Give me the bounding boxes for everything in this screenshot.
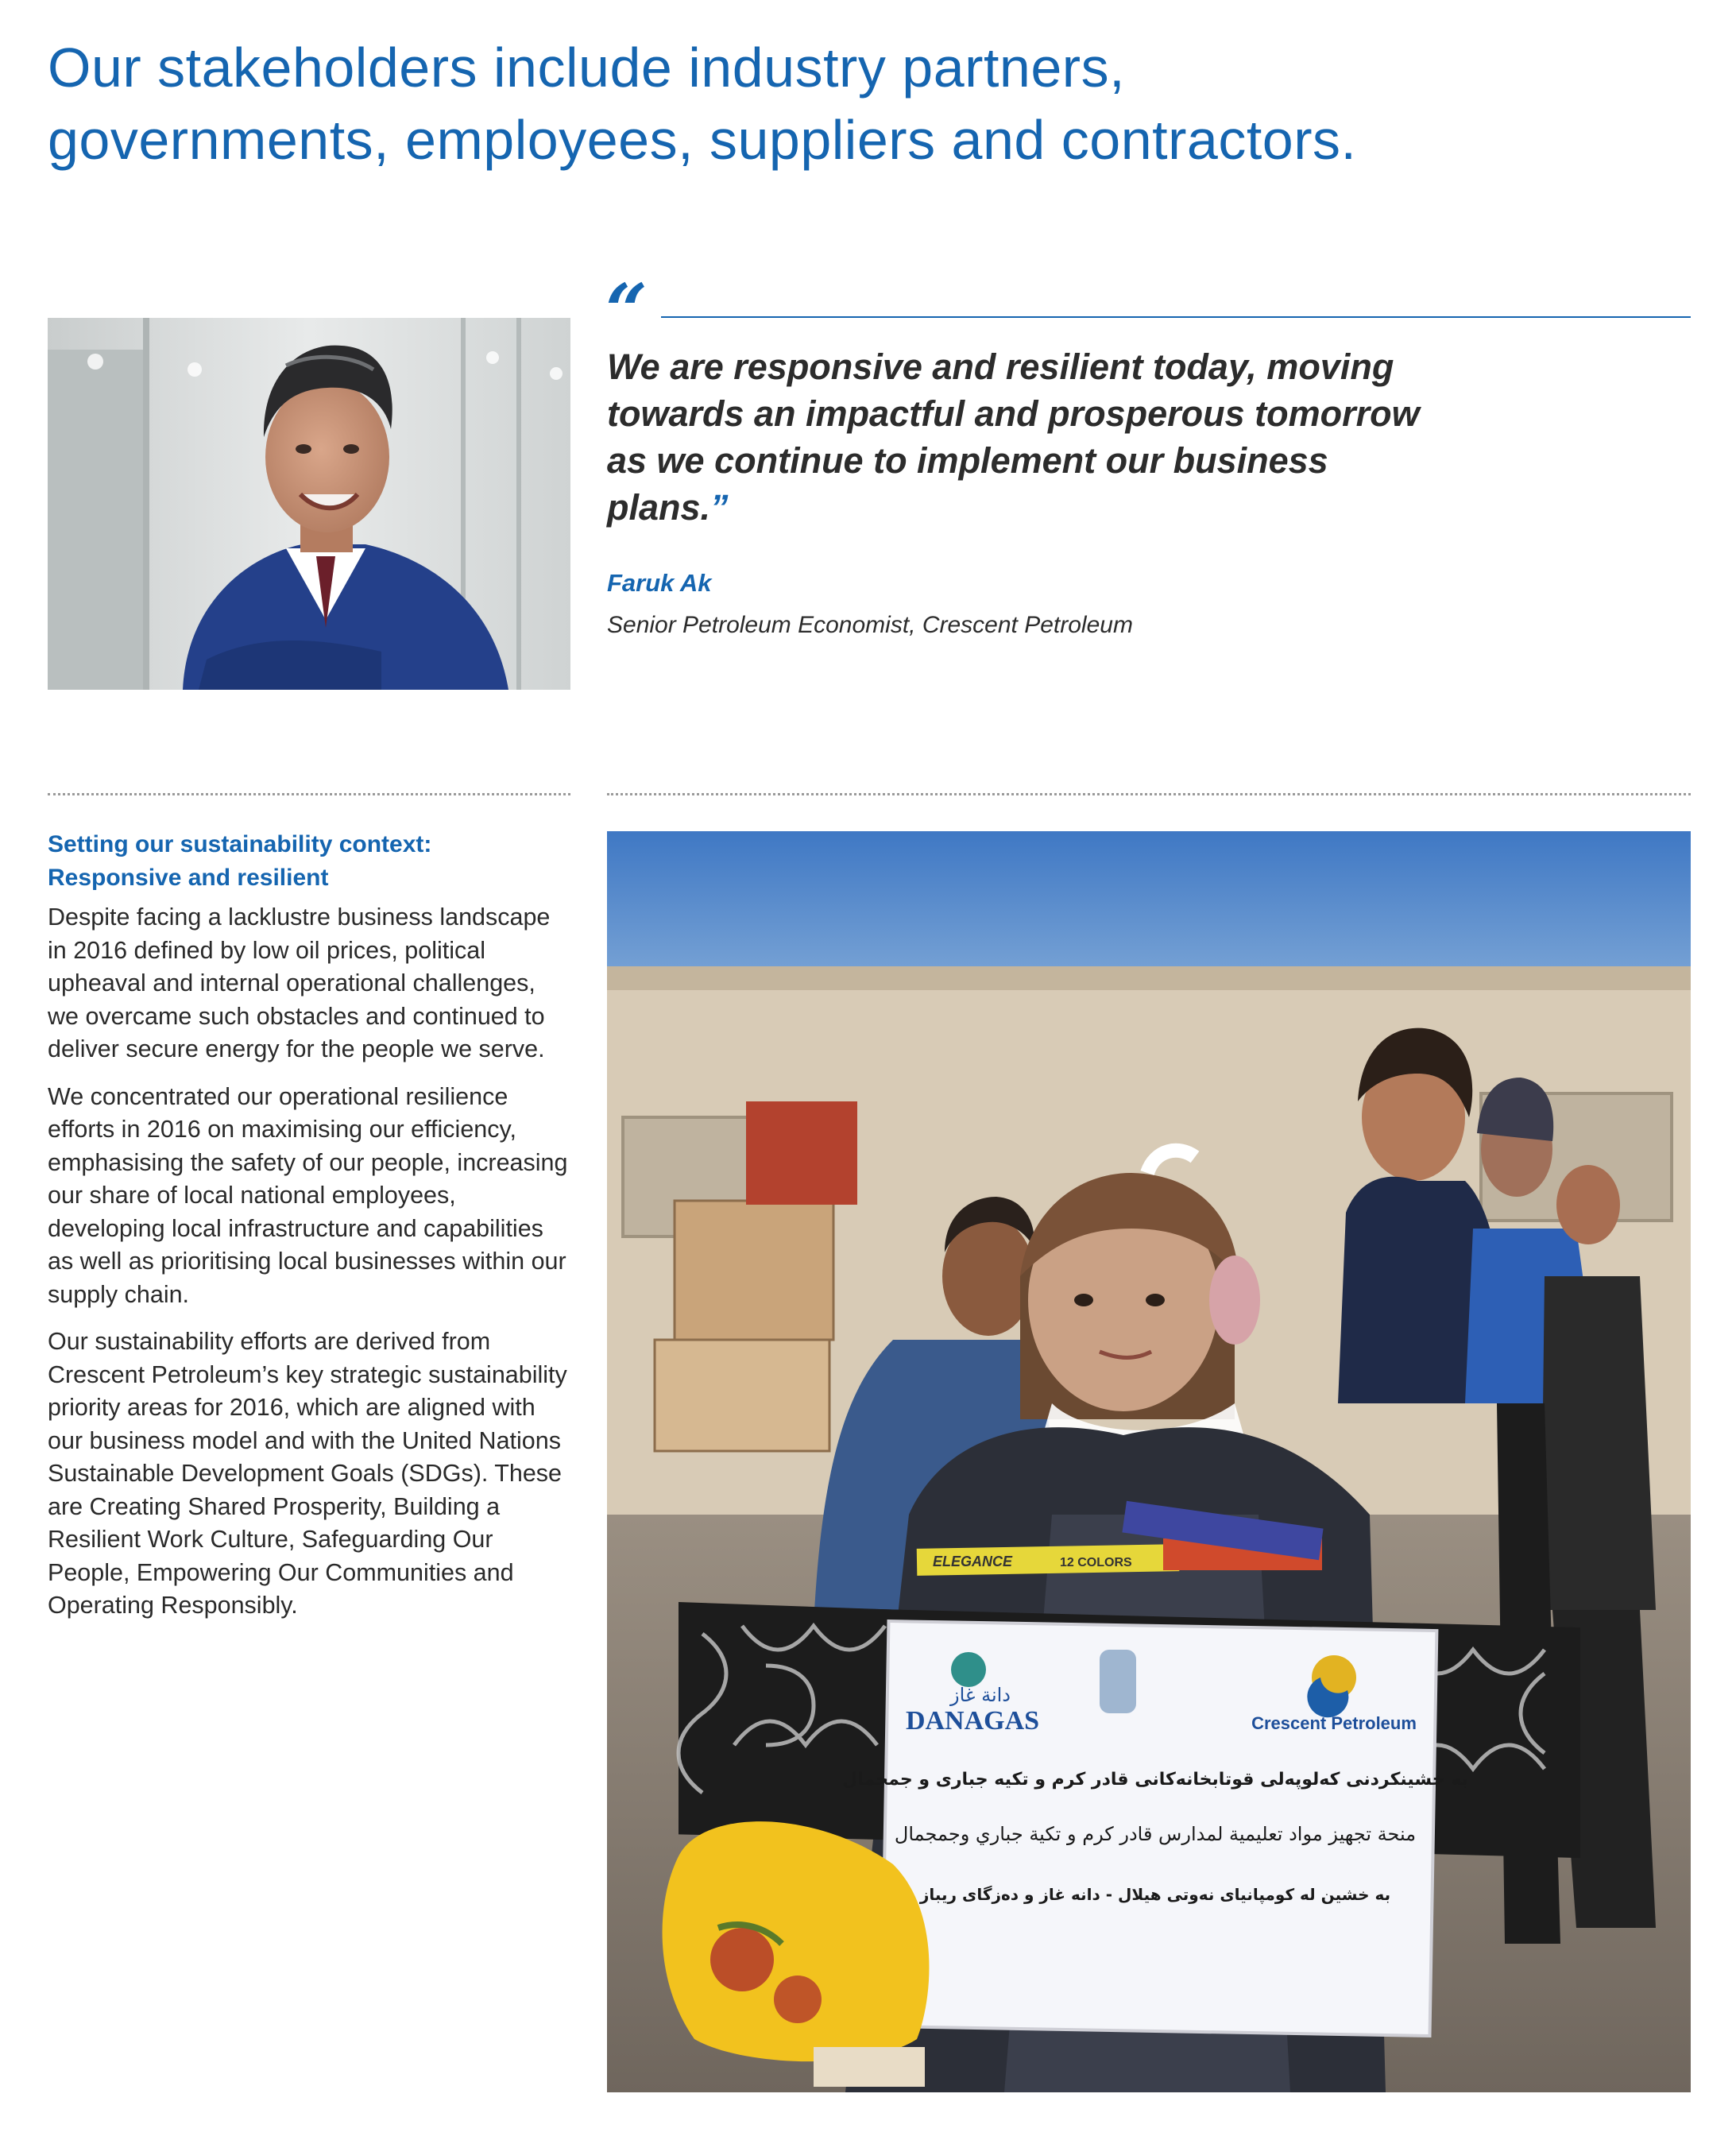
pull-quote-text: We are responsive and resilient today, moving towards an impactful and prosperous tomorrow as we continue to implement our business plans.: [607, 346, 1420, 528]
portrait-photo: [48, 318, 570, 690]
community-photo-illustration: [607, 831, 1691, 2092]
sign-line-2: منحة تجهيز مواد تعليمية لمدارس قادر كرم و تكية جباري وجمجمال: [894, 1823, 1417, 1845]
section-body: [48, 901, 572, 1637]
body-paragraph: We concentrated our operational resilience efforts in 2016 on maximising our efficiency, emphasising the safety of our people, increasing our share of local national employees, developing local infrastructure and capabilities as well as prioritising local businesses within our supply chain.: [48, 1082, 568, 1308]
sign-line-3: به خشين له كومپانيای نەوتی هيلال - دانه غاز و دەزگای ريباز: [919, 1885, 1391, 1904]
supplies-label-2: 12 COLORS: [1060, 1556, 1132, 1569]
open-quote-icon: “: [605, 268, 648, 354]
danagas-arabic: دانة غاز: [950, 1684, 1011, 1706]
pull-quote: [607, 343, 1441, 531]
section-divider-right: [607, 793, 1691, 795]
quote-divider: [661, 316, 1691, 318]
community-photo: [607, 831, 1691, 2092]
supplies-label-1: ELEGANCE: [933, 1554, 1013, 1569]
speaker-role: Senior Petroleum Economist, Crescent Petroleum: [607, 612, 1133, 638]
section-heading: [48, 828, 572, 895]
speaker-name: Faruk Ak: [607, 569, 712, 597]
body-paragraph: Our sustainability efforts are derived from Crescent Petroleum’s key strategic sustainability priority areas for 2016, which are aligned with our business model and with the United Nations Sustainable Development Goals (SDGs). These are Creating Shared Prosperity, Building a Resilient Work Culture, Safeguarding Our People, Empowering Our Communities and Operating Responsibly.: [48, 1328, 567, 1619]
section-divider-left: [48, 793, 570, 795]
sign-line-1: به خشينكردنی كەلوپەلی قوتابخانەكانی قادر كرم و تكيه جباری و جمجمال: [842, 1770, 1468, 1790]
body-paragraph: Despite facing a lacklustre business landscape in 2016 defined by low oil prices, political upheaval and internal operational challenges, we overcame such obstacles and continued to deliver secure energy for the people we serve.: [48, 904, 551, 1062]
close-quote-icon: ”: [710, 487, 729, 528]
page-headline: Our stakeholders include industry partners, governments, employees, suppliers and contractors.: [48, 37, 1357, 171]
section-heading-line2: Responsive and resilient: [48, 865, 329, 891]
danagas-logo-text: DANAGAS: [905, 1706, 1040, 1736]
crescent-logo-text: Crescent Petroleum: [1251, 1713, 1417, 1733]
section-heading-line1: Setting our sustainability context:: [48, 831, 432, 857]
portrait-illustration: [48, 318, 570, 690]
